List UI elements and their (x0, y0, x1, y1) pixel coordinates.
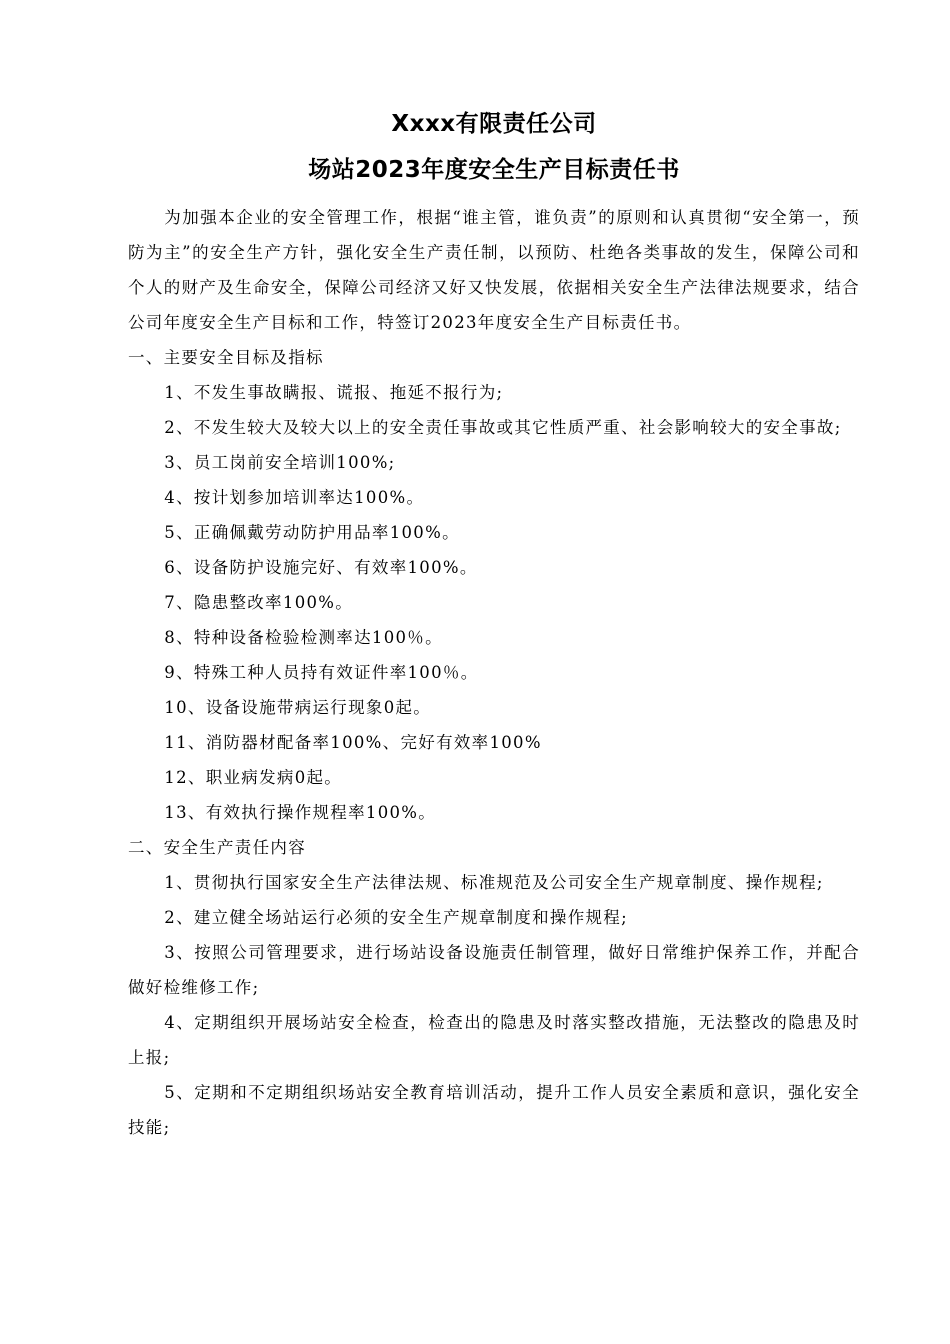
document-page (128, 108, 860, 1145)
list-item: 3、按照公司管理要求，进行场站设备设施责任制管理，做好日常维护保养工作，并配合做好检维修工作; (128, 943, 860, 997)
list-item: 10、设备设施带病运行现象0起。 (164, 698, 432, 717)
list-item: 12、职业病发病0起。 (164, 768, 343, 787)
list-item: 3、员工岗前安全培训100%; (164, 453, 396, 472)
list-item: 2、不发生较大及较大以上的安全责任事故或其它性质严重、社会影响较大的安全事故; (164, 418, 842, 437)
document-title-company: Xxxx有限责任公司 (391, 111, 597, 137)
list-item: 9、特殊工种人员持有效证件率100％。 (164, 663, 479, 682)
list-item: 4、定期组织开展场站安全检查，检查出的隐患及时落实整改措施，无法整改的隐患及时上报; (128, 1013, 860, 1067)
list-item: 1、贯彻执行国家安全生产法律法规、标准规范及公司安全生产规章制度、操作规程; (164, 873, 824, 892)
list-item: 8、特种设备检验检测率达100％。 (164, 628, 443, 647)
list-item: 4、按计划参加培训率达100%。 (164, 488, 425, 507)
list-item: 2、建立健全场站运行必须的安全生产规章制度和操作规程; (164, 908, 628, 927)
list-item: 13、有效执行操作规程率100%。 (164, 803, 437, 822)
list-item: 6、设备防护设施完好、有效率100%。 (164, 558, 478, 577)
section-2-list (128, 865, 860, 1145)
list-item: 1、不发生事故瞒报、谎报、拖延不报行为; (164, 383, 504, 402)
list-item: 7、隐患整改率100%。 (164, 593, 354, 612)
list-item: 5、定期和不定期组织场站安全教育培训活动，提升工作人员安全素质和意识，强化安全技能; (128, 1083, 860, 1137)
list-item: 5、正确佩戴劳动防护用品率100%。 (164, 523, 460, 542)
section-2-heading: 二、安全生产责任内容 (128, 838, 306, 857)
document-title-main: 场站2023年度安全生产目标责任书 (308, 157, 680, 183)
list-item: 11、消防器材配备率100%、完好有效率100% (164, 733, 542, 752)
section-1-list (128, 375, 860, 830)
section-1-heading: 一、主要安全目标及指标 (128, 348, 324, 367)
intro-paragraph: 为加强本企业的安全管理工作，根据“谁主管，谁负责”的原则和认真贯彻“安全第一，预防为主”的安全生产方针，强化安全生产责任制，以预防、杜绝各类事故的发生，保障公司和个人的财产及生命安全，保障公司经济又好又快发展，依据相关安全生产法律法规要求，结合公司年度安全生产目标和工作，特签订2023年度安全生产目标责任书。 (128, 208, 860, 332)
